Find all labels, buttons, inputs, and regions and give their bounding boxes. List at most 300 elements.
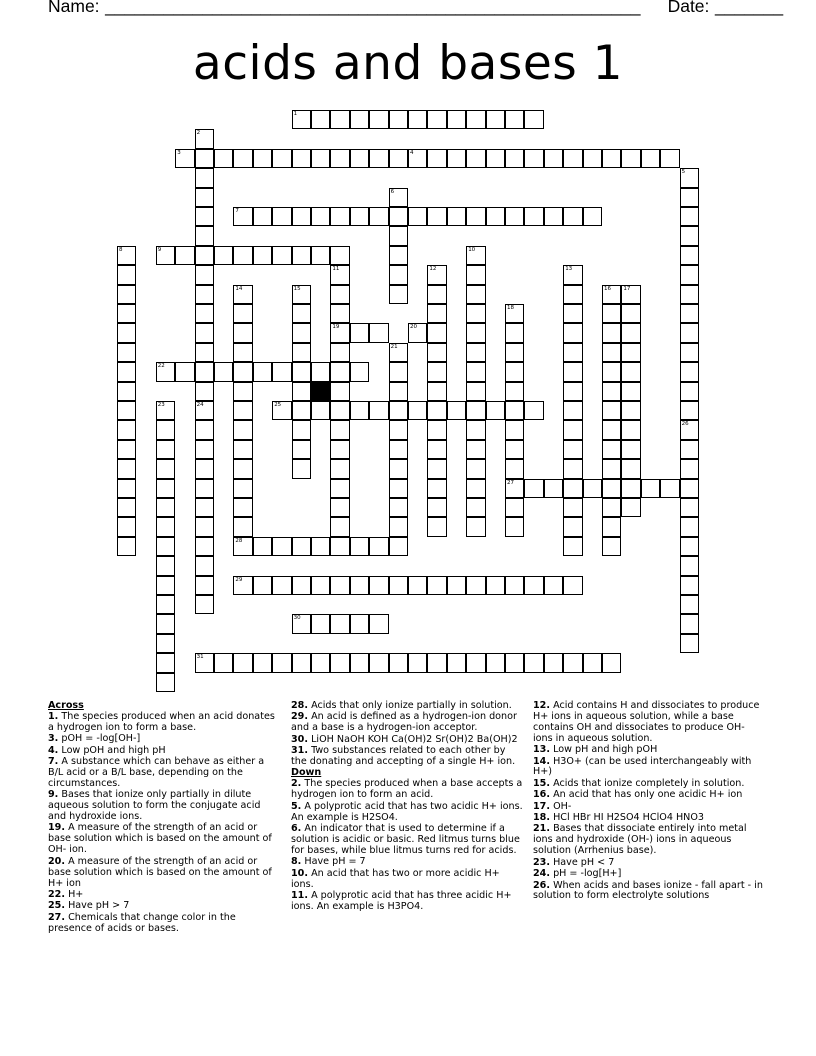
grid-cell[interactable]: [466, 323, 485, 342]
grid-cell[interactable]: [680, 188, 699, 207]
grid-cell[interactable]: [195, 595, 214, 614]
grid-cell[interactable]: [447, 149, 466, 168]
grid-cell[interactable]: [466, 207, 485, 226]
grid-cell[interactable]: [117, 265, 136, 284]
grid-cell[interactable]: [389, 246, 408, 265]
grid-cell[interactable]: [117, 304, 136, 323]
grid-cell[interactable]: [602, 440, 621, 459]
grid-cell[interactable]: [602, 323, 621, 342]
grid-cell[interactable]: [486, 576, 505, 595]
grid-cell[interactable]: [195, 149, 214, 168]
grid-cell[interactable]: [466, 420, 485, 439]
grid-cell[interactable]: [292, 653, 311, 672]
grid-cell[interactable]: [680, 556, 699, 575]
grid-cell[interactable]: [389, 576, 408, 595]
grid-cell[interactable]: [330, 207, 349, 226]
grid-cell[interactable]: [389, 110, 408, 129]
grid-cell[interactable]: [253, 246, 272, 265]
grid-cell[interactable]: [602, 149, 621, 168]
grid-cell[interactable]: [175, 362, 194, 381]
grid-cell[interactable]: [311, 207, 330, 226]
grid-cell[interactable]: [563, 149, 582, 168]
grid-cell[interactable]: [350, 614, 369, 633]
grid-cell[interactable]: [505, 576, 524, 595]
grid-cell[interactable]: [195, 226, 214, 245]
grid-cell[interactable]: [272, 246, 291, 265]
grid-cell[interactable]: [311, 362, 330, 381]
grid-cell[interactable]: [389, 226, 408, 245]
grid-cell[interactable]: [330, 110, 349, 129]
grid-cell[interactable]: [447, 110, 466, 129]
grid-cell[interactable]: [156, 614, 175, 633]
grid-cell[interactable]: [195, 207, 214, 226]
grid-cell[interactable]: [233, 440, 252, 459]
grid-cell[interactable]: [253, 207, 272, 226]
grid-cell[interactable]: [233, 382, 252, 401]
grid-cell[interactable]: [117, 420, 136, 439]
grid-cell[interactable]: [660, 479, 679, 498]
grid-cell[interactable]: [602, 479, 621, 498]
grid-cell[interactable]: [330, 343, 349, 362]
grid-cell[interactable]: [544, 653, 563, 672]
grid-cell[interactable]: [156, 479, 175, 498]
grid-cell[interactable]: [680, 323, 699, 342]
grid-cell[interactable]: [195, 323, 214, 342]
grid-cell[interactable]: [156, 556, 175, 575]
grid-cell[interactable]: [486, 149, 505, 168]
grid-cell[interactable]: [466, 440, 485, 459]
grid-cell[interactable]: [680, 304, 699, 323]
grid-cell[interactable]: [447, 653, 466, 672]
grid-cell[interactable]: [233, 479, 252, 498]
grid-cell[interactable]: [389, 207, 408, 226]
grid-cell[interactable]: [466, 362, 485, 381]
grid-cell[interactable]: [389, 537, 408, 556]
grid-cell[interactable]: [330, 382, 349, 401]
grid-cell[interactable]: [563, 420, 582, 439]
grid-cell[interactable]: [156, 459, 175, 478]
grid-cell[interactable]: [563, 653, 582, 672]
grid-cell[interactable]: [292, 459, 311, 478]
grid-cell[interactable]: [311, 246, 330, 265]
grid-cell[interactable]: [389, 149, 408, 168]
grid-cell[interactable]: [272, 362, 291, 381]
grid-cell[interactable]: [621, 343, 640, 362]
grid-cell[interactable]: [583, 479, 602, 498]
grid-cell[interactable]: [292, 246, 311, 265]
grid-cell[interactable]: [505, 459, 524, 478]
grid-cell[interactable]: [369, 653, 388, 672]
grid-cell[interactable]: [524, 653, 543, 672]
grid-cell[interactable]: [330, 517, 349, 536]
grid-cell[interactable]: [466, 401, 485, 420]
grid-cell[interactable]: [330, 285, 349, 304]
grid-cell[interactable]: [602, 362, 621, 381]
grid-cell[interactable]: [602, 420, 621, 439]
grid-cell[interactable]: [330, 653, 349, 672]
grid-cell[interactable]: [389, 459, 408, 478]
grid-cell[interactable]: [330, 304, 349, 323]
grid-cell[interactable]: [330, 149, 349, 168]
grid-cell[interactable]: [389, 382, 408, 401]
grid-cell[interactable]: [369, 614, 388, 633]
grid-cell[interactable]: [330, 401, 349, 420]
grid-cell[interactable]: [117, 479, 136, 498]
grid-cell[interactable]: [680, 479, 699, 498]
grid-cell[interactable]: [311, 401, 330, 420]
grid-cell[interactable]: [680, 246, 699, 265]
grid-cell[interactable]: [408, 401, 427, 420]
grid-cell[interactable]: [272, 149, 291, 168]
grid-cell[interactable]: [195, 168, 214, 187]
grid-cell[interactable]: [505, 517, 524, 536]
grid-cell[interactable]: [311, 653, 330, 672]
grid-cell[interactable]: [505, 343, 524, 362]
grid-cell[interactable]: [253, 149, 272, 168]
grid-cell[interactable]: [350, 576, 369, 595]
grid-cell[interactable]: [466, 265, 485, 284]
grid-cell[interactable]: [272, 537, 291, 556]
grid-cell[interactable]: [117, 537, 136, 556]
grid-cell[interactable]: [292, 537, 311, 556]
grid-cell[interactable]: [389, 440, 408, 459]
grid-cell[interactable]: [233, 149, 252, 168]
grid-cell[interactable]: [350, 110, 369, 129]
grid-cell[interactable]: [427, 304, 446, 323]
grid-cell[interactable]: [505, 498, 524, 517]
grid-cell[interactable]: [563, 207, 582, 226]
grid-cell[interactable]: [505, 362, 524, 381]
grid-cell[interactable]: [680, 343, 699, 362]
grid-cell[interactable]: [350, 149, 369, 168]
grid-cell[interactable]: [233, 401, 252, 420]
grid-cell[interactable]: [505, 149, 524, 168]
grid-cell[interactable]: [156, 517, 175, 536]
grid-cell[interactable]: [505, 440, 524, 459]
grid-cell[interactable]: [330, 614, 349, 633]
grid-cell[interactable]: [505, 401, 524, 420]
grid-cell[interactable]: [602, 537, 621, 556]
grid-cell[interactable]: [563, 498, 582, 517]
grid-cell[interactable]: [292, 576, 311, 595]
grid-cell[interactable]: [195, 304, 214, 323]
grid-cell[interactable]: [602, 653, 621, 672]
grid-cell[interactable]: [680, 382, 699, 401]
grid-cell[interactable]: [563, 479, 582, 498]
grid-cell[interactable]: [466, 479, 485, 498]
grid-cell[interactable]: [117, 382, 136, 401]
grid-cell[interactable]: [602, 517, 621, 536]
grid-cell[interactable]: [680, 285, 699, 304]
grid-cell[interactable]: [505, 420, 524, 439]
grid-cell[interactable]: [408, 653, 427, 672]
grid-cell[interactable]: [680, 576, 699, 595]
grid-cell[interactable]: [292, 382, 311, 401]
grid-cell[interactable]: [408, 207, 427, 226]
grid-cell[interactable]: [311, 576, 330, 595]
grid-cell[interactable]: [330, 246, 349, 265]
grid-cell[interactable]: [583, 207, 602, 226]
grid-cell[interactable]: [350, 362, 369, 381]
grid-cell[interactable]: [602, 401, 621, 420]
grid-cell[interactable]: [524, 207, 543, 226]
grid-cell[interactable]: [369, 537, 388, 556]
grid-cell[interactable]: [195, 479, 214, 498]
grid-cell[interactable]: [195, 343, 214, 362]
grid-cell[interactable]: [311, 614, 330, 633]
grid-cell[interactable]: [156, 537, 175, 556]
grid-cell[interactable]: [680, 207, 699, 226]
grid-cell[interactable]: [369, 576, 388, 595]
grid-cell[interactable]: [311, 149, 330, 168]
grid-cell[interactable]: [466, 459, 485, 478]
grid-cell[interactable]: [505, 323, 524, 342]
grid-cell[interactable]: [195, 440, 214, 459]
grid-cell[interactable]: [272, 653, 291, 672]
grid-cell[interactable]: [408, 576, 427, 595]
grid-cell[interactable]: [117, 285, 136, 304]
grid-cell[interactable]: [369, 207, 388, 226]
grid-cell[interactable]: [117, 517, 136, 536]
grid-cell[interactable]: [466, 498, 485, 517]
grid-cell[interactable]: [486, 207, 505, 226]
grid-cell[interactable]: [621, 498, 640, 517]
grid-cell[interactable]: [117, 401, 136, 420]
grid-cell[interactable]: [602, 382, 621, 401]
grid-cell[interactable]: [544, 576, 563, 595]
grid-cell[interactable]: [427, 479, 446, 498]
grid-cell[interactable]: [253, 537, 272, 556]
grid-cell[interactable]: [447, 207, 466, 226]
grid-cell[interactable]: [156, 498, 175, 517]
grid-cell[interactable]: [389, 498, 408, 517]
grid-cell[interactable]: [621, 362, 640, 381]
grid-cell[interactable]: [680, 459, 699, 478]
grid-cell[interactable]: [214, 246, 233, 265]
grid-cell[interactable]: [427, 285, 446, 304]
grid-cell[interactable]: [621, 304, 640, 323]
grid-cell[interactable]: [369, 110, 388, 129]
grid-cell[interactable]: [389, 265, 408, 284]
grid-cell[interactable]: [233, 517, 252, 536]
grid-cell[interactable]: [156, 420, 175, 439]
grid-cell[interactable]: [330, 498, 349, 517]
grid-cell[interactable]: [350, 207, 369, 226]
grid-cell[interactable]: [563, 285, 582, 304]
grid-cell[interactable]: [660, 149, 679, 168]
grid-cell[interactable]: [563, 576, 582, 595]
grid-cell[interactable]: [156, 673, 175, 692]
grid-cell[interactable]: [505, 382, 524, 401]
grid-cell[interactable]: [427, 440, 446, 459]
grid-cell[interactable]: [544, 479, 563, 498]
grid-cell[interactable]: [330, 440, 349, 459]
grid-cell[interactable]: [117, 343, 136, 362]
grid-cell[interactable]: [466, 517, 485, 536]
grid-cell[interactable]: [427, 401, 446, 420]
grid-cell[interactable]: [505, 110, 524, 129]
grid-cell[interactable]: [350, 653, 369, 672]
grid-cell[interactable]: [233, 498, 252, 517]
grid-cell[interactable]: [486, 653, 505, 672]
grid-cell[interactable]: [156, 653, 175, 672]
grid-cell[interactable]: [621, 401, 640, 420]
grid-cell[interactable]: [311, 110, 330, 129]
grid-cell[interactable]: [117, 440, 136, 459]
grid-cell[interactable]: [486, 110, 505, 129]
grid-cell[interactable]: [330, 362, 349, 381]
grid-cell[interactable]: [233, 653, 252, 672]
grid-cell[interactable]: [233, 304, 252, 323]
grid-cell[interactable]: [195, 537, 214, 556]
grid-cell[interactable]: [583, 653, 602, 672]
grid-cell[interactable]: [427, 459, 446, 478]
grid-cell[interactable]: [563, 459, 582, 478]
grid-cell[interactable]: [563, 517, 582, 536]
grid-cell[interactable]: [680, 634, 699, 653]
grid-cell[interactable]: [195, 420, 214, 439]
grid-cell[interactable]: [486, 401, 505, 420]
grid-cell[interactable]: [292, 362, 311, 381]
grid-cell[interactable]: [117, 362, 136, 381]
grid-cell[interactable]: [330, 420, 349, 439]
grid-cell[interactable]: [427, 420, 446, 439]
grid-cell[interactable]: [330, 576, 349, 595]
grid-cell[interactable]: [156, 595, 175, 614]
grid-cell[interactable]: [621, 479, 640, 498]
grid-cell[interactable]: [292, 440, 311, 459]
grid-cell[interactable]: [563, 323, 582, 342]
grid-cell[interactable]: [447, 576, 466, 595]
grid-cell[interactable]: [389, 479, 408, 498]
grid-cell[interactable]: [544, 207, 563, 226]
grid-cell[interactable]: [389, 285, 408, 304]
grid-cell[interactable]: [563, 537, 582, 556]
grid-cell[interactable]: [195, 576, 214, 595]
grid-cell[interactable]: [389, 401, 408, 420]
grid-cell[interactable]: [117, 498, 136, 517]
grid-cell[interactable]: [427, 110, 446, 129]
grid-cell[interactable]: [233, 362, 252, 381]
grid-cell[interactable]: [680, 440, 699, 459]
grid-cell[interactable]: [680, 226, 699, 245]
grid-cell[interactable]: [195, 382, 214, 401]
grid-cell[interactable]: [680, 517, 699, 536]
grid-cell[interactable]: [330, 537, 349, 556]
grid-cell[interactable]: [195, 459, 214, 478]
grid-cell[interactable]: [680, 265, 699, 284]
grid-cell[interactable]: [253, 653, 272, 672]
grid-cell[interactable]: [253, 576, 272, 595]
grid-cell[interactable]: [350, 537, 369, 556]
grid-cell[interactable]: [544, 149, 563, 168]
grid-cell[interactable]: [563, 362, 582, 381]
grid-cell[interactable]: [292, 343, 311, 362]
grid-cell[interactable]: [680, 362, 699, 381]
grid-cell[interactable]: [272, 576, 291, 595]
grid-cell[interactable]: [680, 537, 699, 556]
grid-cell[interactable]: [505, 653, 524, 672]
grid-cell[interactable]: [466, 653, 485, 672]
grid-cell[interactable]: [621, 440, 640, 459]
grid-cell[interactable]: [466, 576, 485, 595]
grid-cell[interactable]: [466, 382, 485, 401]
grid-cell[interactable]: [427, 323, 446, 342]
grid-cell[interactable]: [195, 362, 214, 381]
grid-cell[interactable]: [602, 459, 621, 478]
grid-cell[interactable]: [427, 207, 446, 226]
grid-cell[interactable]: [195, 517, 214, 536]
grid-cell[interactable]: [427, 362, 446, 381]
grid-cell[interactable]: [117, 323, 136, 342]
grid-cell[interactable]: [641, 479, 660, 498]
grid-cell[interactable]: [369, 149, 388, 168]
grid-cell[interactable]: [330, 479, 349, 498]
grid-cell[interactable]: [156, 576, 175, 595]
grid-cell[interactable]: [621, 459, 640, 478]
grid-cell[interactable]: [621, 382, 640, 401]
grid-cell[interactable]: [621, 420, 640, 439]
grid-cell[interactable]: [389, 517, 408, 536]
grid-cell[interactable]: [505, 207, 524, 226]
grid-cell[interactable]: [447, 401, 466, 420]
grid-cell[interactable]: [214, 149, 233, 168]
grid-cell[interactable]: [524, 110, 543, 129]
grid-cell[interactable]: [195, 285, 214, 304]
grid-cell[interactable]: [195, 188, 214, 207]
grid-cell[interactable]: [195, 556, 214, 575]
grid-cell[interactable]: [427, 343, 446, 362]
grid-cell[interactable]: [195, 246, 214, 265]
grid-cell[interactable]: [427, 653, 446, 672]
grid-cell[interactable]: [175, 246, 194, 265]
grid-cell[interactable]: [350, 401, 369, 420]
grid-cell[interactable]: [427, 149, 446, 168]
grid-cell[interactable]: [602, 304, 621, 323]
grid-cell[interactable]: [233, 246, 252, 265]
grid-cell[interactable]: [272, 207, 291, 226]
grid-cell[interactable]: [466, 304, 485, 323]
grid-cell[interactable]: [680, 401, 699, 420]
grid-cell[interactable]: [408, 110, 427, 129]
grid-cell[interactable]: [680, 614, 699, 633]
grid-cell[interactable]: [563, 304, 582, 323]
grid-cell[interactable]: [292, 207, 311, 226]
grid-cell[interactable]: [369, 401, 388, 420]
grid-cell[interactable]: [466, 110, 485, 129]
grid-cell[interactable]: [621, 149, 640, 168]
grid-cell[interactable]: [195, 265, 214, 284]
grid-cell[interactable]: [680, 595, 699, 614]
grid-cell[interactable]: [292, 420, 311, 439]
grid-cell[interactable]: [214, 653, 233, 672]
grid-cell[interactable]: [311, 537, 330, 556]
grid-cell[interactable]: [524, 576, 543, 595]
grid-cell[interactable]: [389, 653, 408, 672]
grid-cell[interactable]: [292, 149, 311, 168]
grid-cell[interactable]: [466, 343, 485, 362]
grid-cell[interactable]: [156, 440, 175, 459]
name-line[interactable]: _______________________________________________________: [105, 0, 641, 16]
grid-cell[interactable]: [680, 498, 699, 517]
grid-cell[interactable]: [195, 498, 214, 517]
grid-cell[interactable]: [563, 440, 582, 459]
grid-cell[interactable]: [563, 382, 582, 401]
grid-cell[interactable]: [350, 323, 369, 342]
grid-cell[interactable]: [641, 149, 660, 168]
grid-cell[interactable]: [389, 420, 408, 439]
grid-cell[interactable]: [563, 343, 582, 362]
